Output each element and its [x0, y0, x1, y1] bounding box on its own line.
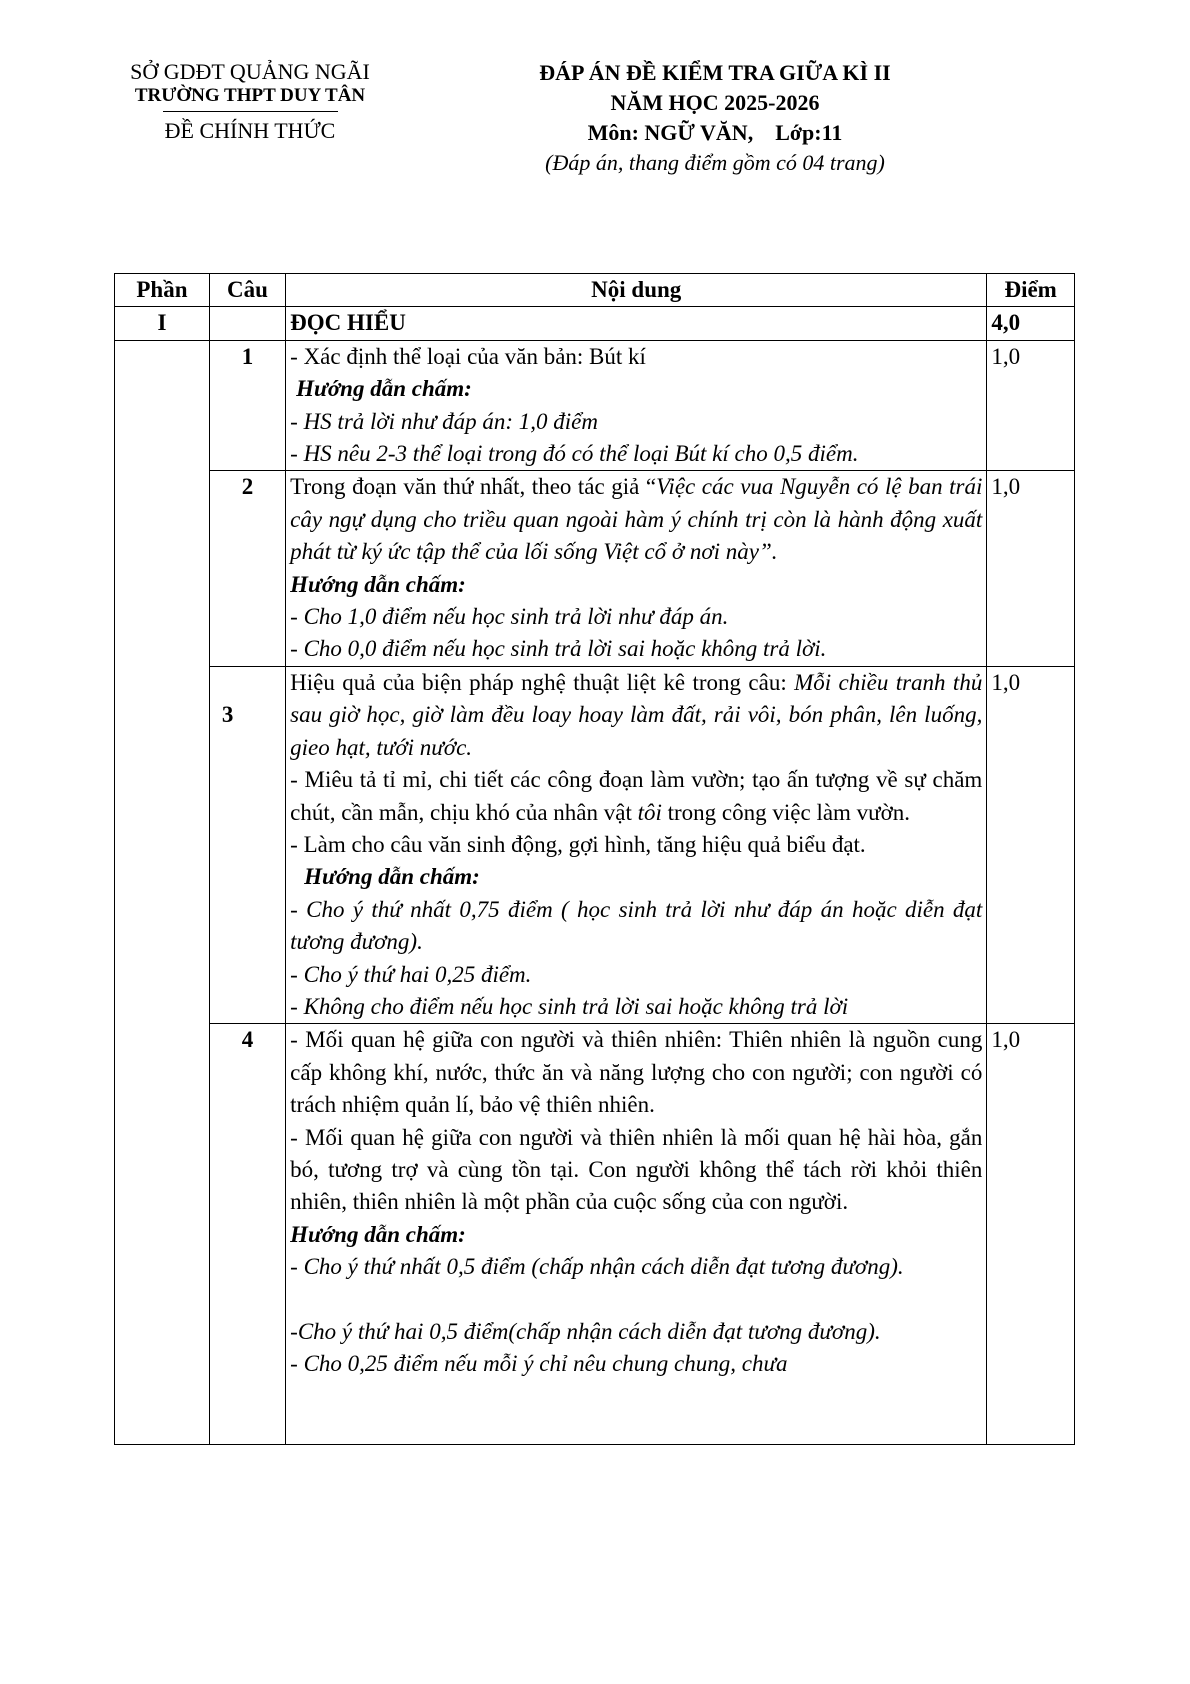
- section-part: I: [115, 307, 210, 340]
- table-row: [115, 471, 1075, 666]
- answer-text: Trong đoạn văn thứ nhất, theo tác giả “: [290, 474, 657, 500]
- grading-guide-heading: Hướng dẫn chấm:: [290, 1221, 466, 1247]
- section-row: [115, 307, 1075, 340]
- answer-text: Hiệu quả của biện pháp nghệ thuật liệt kê trong câu:: [290, 669, 795, 695]
- answer-text: trong công việc làm vườn.: [661, 799, 911, 825]
- question-number: 3: [209, 666, 285, 1023]
- answer-emphasis: tôi: [637, 799, 662, 825]
- header-content: Nội dung: [286, 274, 987, 307]
- answer-line: - Mối quan hệ giữa con người và thiên nhiên: Thiên nhiên là nguồn cung cấp không khí, nước, thức ăn và năng lượng cho con người; con người có trách nhiệm quản lí, bảo vệ thiên nhiên.: [290, 1027, 983, 1118]
- section-score: 4,0: [987, 307, 1075, 340]
- section-title: ĐỌC HIỂU: [286, 307, 987, 340]
- answer-table: [114, 273, 1075, 1445]
- answer-content: [286, 471, 987, 666]
- question-score: 1,0: [987, 1024, 1075, 1445]
- blank-line: [290, 1284, 982, 1316]
- page-count-note: (Đáp án, thang điểm gồm có 04 trang): [545, 150, 885, 175]
- table-row: [115, 666, 1075, 1023]
- answer-line: [290, 471, 982, 568]
- table-header-row: [115, 274, 1075, 307]
- header-right: [465, 58, 965, 178]
- question-number: 4: [209, 1024, 285, 1445]
- department-name: SỞ GDĐT QUẢNG NGÃI: [130, 59, 370, 84]
- question-number: 2: [209, 471, 285, 666]
- header-score: Điểm: [987, 274, 1075, 307]
- header-part: Phần: [115, 274, 210, 307]
- answer-line: - Mối quan hệ giữa con người và thiên nhiên là mối quan hệ hài hòa, gắn bó, tương trợ và cùng tồn tại. Con người không thể tách rời khỏi thiên nhiên, thiên nhiên là một phần của cuộc sống của con người.: [290, 1124, 983, 1215]
- grading-guide-heading: Hướng dẫn chấm:: [304, 864, 480, 890]
- grading-line: - Cho 0,25 điểm nếu mỗi ý chỉ nêu chung chung, chưa: [290, 1351, 788, 1376]
- section-question: [209, 307, 285, 340]
- grading-line: - Cho 0,0 điểm nếu học sinh trả lời sai hoặc không trả lời.: [290, 636, 827, 662]
- header-question: Câu: [209, 274, 285, 307]
- grading-line: - Cho ý thứ hai 0,25 điểm.: [290, 961, 532, 987]
- header-left: [100, 58, 400, 146]
- school-name: TRƯỜNG THPT DUY TÂN: [134, 85, 366, 106]
- question-score: 1,0: [987, 471, 1075, 666]
- grading-guide-heading: Hướng dẫn chấm:: [296, 376, 472, 402]
- grading-line: - HS trả lời như đáp án: 1,0 điểm: [290, 408, 598, 434]
- grading-line: - Cho 1,0 điểm nếu học sinh trả lời như đáp án.: [290, 604, 729, 630]
- table-row: [115, 1024, 1075, 1445]
- table-row: [115, 340, 1075, 471]
- answer-line: - Xác định thể loại của văn bản: Bút kí: [290, 343, 646, 369]
- grading-guide-heading: Hướng dẫn chấm:: [290, 571, 466, 597]
- answer-content: [286, 1024, 987, 1445]
- answer-line: - Làm cho câu văn sinh động, gợi hình, tăng hiệu quả biểu đạt.: [290, 831, 866, 857]
- grading-line: - HS nêu 2-3 thể loại trong đó có thể loại Bút kí cho 0,5 điểm.: [290, 441, 859, 467]
- question-score: 1,0: [987, 666, 1075, 1023]
- subject-class: Môn: NGỮ VĂN, Lớp:11: [587, 120, 843, 145]
- answer-content: [286, 340, 987, 471]
- grading-line: - Không cho điểm nếu học sinh trả lời sai hoặc không trả lời: [290, 993, 849, 1019]
- grading-line: -Cho ý thứ hai 0,5 điểm(chấp nhận cách diễn đạt tương đương).: [290, 1318, 881, 1344]
- grading-line: - Cho ý thứ nhất 0,75 điểm ( học sinh trả lời như đáp án hoặc diễn đạt tương đương).: [290, 896, 983, 955]
- part-cell-empty: [115, 340, 210, 1445]
- header-divider: [163, 111, 338, 112]
- official-status: ĐỀ CHÍNH THỨC: [164, 118, 336, 143]
- document-title: ĐÁP ÁN ĐỀ KIỂM TRA GIỮA KÌ II: [539, 60, 891, 85]
- answer-text: - Miêu tả tỉ mỉ, chi tiết các công đoạn làm vườn; tạo ấn tượng về sự chăm chút, cần mẫn, chịu khó của nhân vật: [290, 767, 983, 825]
- grading-line: - Cho ý thứ nhất 0,5 điểm (chấp nhận cách diễn đạt tương đương).: [290, 1254, 904, 1280]
- answer-quote: Mỗi chiều tranh thủ sau giờ học, giờ làm đều loay hoay làm đất, rải vôi, bón phân, lên luống, gieo hạt, tưới nước.: [290, 669, 983, 760]
- answer-quote: Việc các vua Nguyễn có lệ ban trái cây ngự dụng cho triều quan ngoài hàm ý chính trị còn là hành động xuất phát từ ký ức tập thể của lối sống Việt cổ ở nơi này”.: [290, 474, 983, 565]
- school-year: NĂM HỌC 2025-2026: [610, 90, 820, 115]
- question-score: 1,0: [987, 340, 1075, 471]
- answer-line: [290, 764, 982, 829]
- question-number: 1: [209, 340, 285, 471]
- answer-line: [290, 667, 982, 764]
- answer-content: [286, 666, 987, 1023]
